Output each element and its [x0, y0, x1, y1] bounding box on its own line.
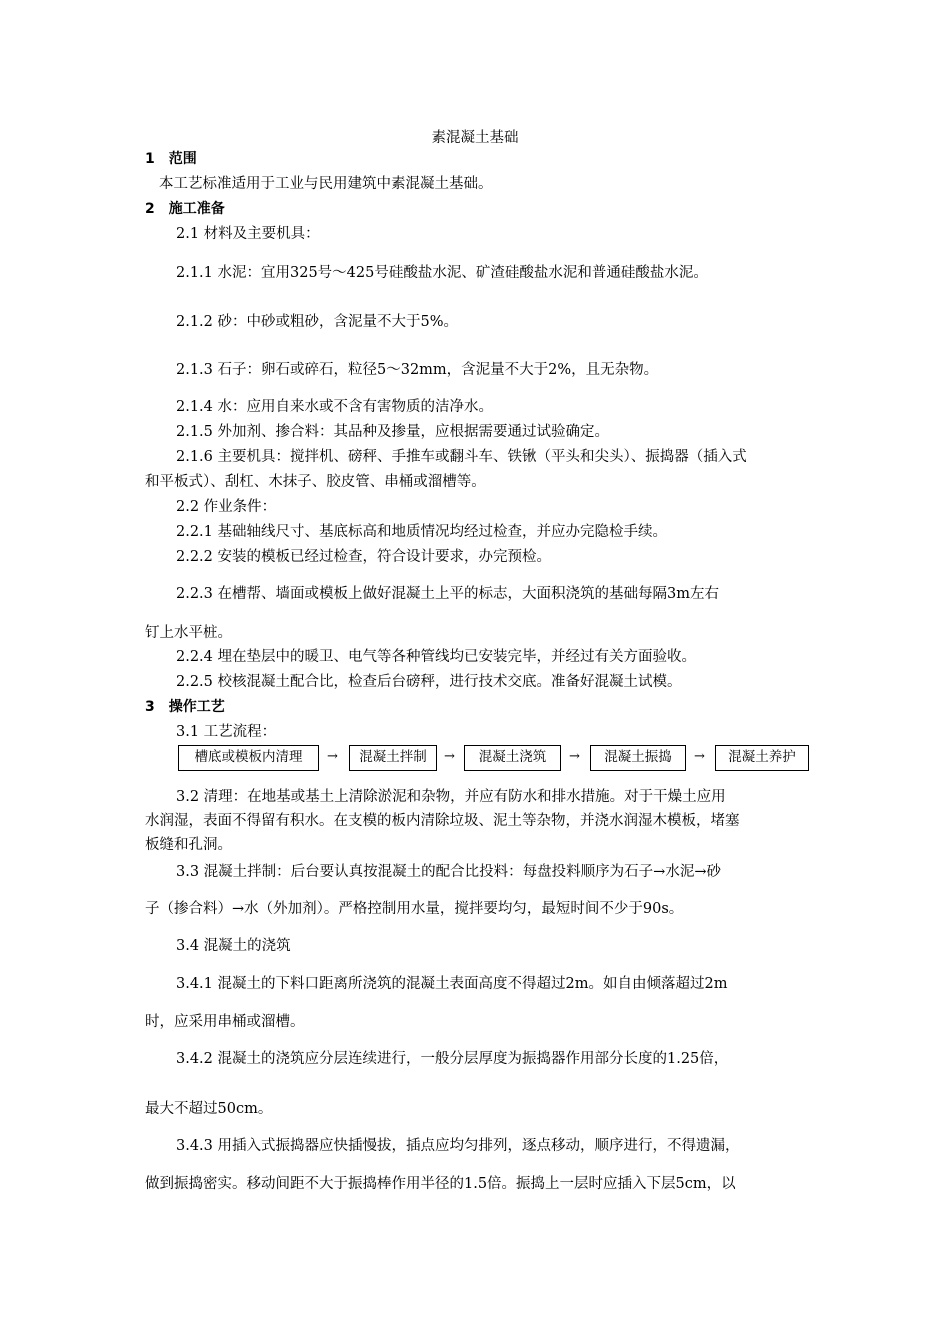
paragraph-line: 2.2.3 在槽帮、墙面或模板上做好混凝土上平的标志，大面积浇筑的基础每隔3m左右 [176, 586, 719, 602]
paragraph-line: 做到振捣密实。移动间距不大于振捣棒作用半径的1.5倍。振捣上一层时应插入下层5cm，以 [145, 1176, 736, 1192]
flow-arrow: → [327, 749, 338, 764]
paragraph-line: 2.1 材料及主要机具： [176, 226, 320, 242]
flow-arrow: → [694, 749, 705, 764]
paragraph-line: 本工艺标准适用于工业与民用建筑中素混凝土基础。 [159, 176, 493, 192]
paragraph-line: 2.2.2 安装的模板已经过检查，符合设计要求，办完预检。 [176, 549, 552, 565]
section-heading: 1 范围 [145, 151, 197, 167]
paragraph-line: 最大不超过50cm。 [145, 1101, 273, 1117]
paragraph-line: 2.1.2 砂：中砂或粗砂，含泥量不大于5%。 [176, 314, 459, 330]
paragraph-line: 水润湿，表面不得留有积水。在支模的板内清除垃圾、泥土等杂物，并浇水润湿木模板，堵塞 [145, 813, 740, 829]
paragraph-line: 2.2.4 埋在垫层中的暖卫、电气等各种管线均已安装完毕，并经过有关方面验收。 [176, 649, 697, 665]
flow-step: 混凝土浇筑 [464, 745, 561, 771]
flow-arrow: → [569, 749, 580, 764]
flow-arrow: → [444, 749, 455, 764]
paragraph-line: 2.1.6 主要机具：搅拌机、磅秤、手推车或翻斗车、铁锹（平头和尖头）、振捣器（插入式 [176, 449, 747, 465]
paragraph-line: 和平板式）、刮杠、木抹子、胶皮管、串桶或溜槽等。 [145, 474, 486, 490]
paragraph-line: 3.3 混凝土拌制：后台要认真按混凝土的配合比投料：每盘投料顺序为石子→水泥→砂 [176, 864, 721, 880]
flow-step: 混凝土养护 [715, 745, 809, 771]
paragraph-line: 2.1.4 水：应用自来水或不含有害物质的洁净水。 [176, 399, 494, 415]
flow-step: 混凝土振捣 [590, 745, 686, 771]
paragraph-line: 子（掺合料）→水（外加剂）。严格控制用水量，搅拌要均匀，最短时间不少于90s。 [145, 901, 684, 917]
document-title: 素混凝土基础 [431, 130, 519, 146]
paragraph-line: 2.2.1 基础轴线尺寸、基底标高和地质情况均经过检查，并应办完隐检手续。 [176, 524, 668, 540]
paragraph-line: 2.1.3 石子：卵石或碎石，粒径5～32mm，含泥量不大于2%，且无杂物。 [176, 362, 659, 378]
paragraph-line: 2.1.5 外加剂、掺合料：其品种及掺量，应根据需要通过试验确定。 [176, 424, 610, 440]
paragraph-line: 钉上水平桩。 [145, 625, 232, 641]
flow-step: 槽底或模板内清理 [178, 745, 319, 771]
paragraph-line: 2.1.1 水泥：宜用325号～425号硅酸盐水泥、矿渣硅酸盐水泥和普通硅酸盐水泥。 [176, 265, 708, 281]
paragraph-line: 3.4.1 混凝土的下料口距离所浇筑的混凝土表面高度不得超过2m。如自由倾落超过2m [176, 976, 728, 992]
flow-step: 混凝土拌制 [349, 745, 437, 771]
paragraph-line: 时，应采用串桶或溜槽。 [145, 1014, 305, 1030]
paragraph-line: 2.2 作业条件： [176, 499, 277, 515]
paragraph-line: 2.2.5 校核混凝土配合比，检查后台磅秤，进行技术交底。准备好混凝土试模。 [176, 674, 682, 690]
section-heading: 3 操作工艺 [145, 699, 225, 715]
paragraph-line: 3.4.3 用插入式振捣器应快插慢拔，插点应均匀排列，逐点移动，顺序进行，不得遗漏， [176, 1138, 740, 1154]
paragraph-line: 3.1 工艺流程： [176, 724, 277, 740]
paragraph-line: 板缝和孔洞。 [145, 837, 232, 853]
paragraph-line: 3.4.2 混凝土的浇筑应分层连续进行，一般分层厚度为振捣器作用部分长度的1.25倍， [176, 1051, 729, 1067]
paragraph-line: 3.4 混凝土的浇筑 [176, 938, 291, 954]
section-heading: 2 施工准备 [145, 201, 225, 217]
paragraph-line: 3.2 清理：在地基或基土上清除淤泥和杂物，并应有防水和排水措施。对于干燥土应用 [176, 789, 726, 805]
